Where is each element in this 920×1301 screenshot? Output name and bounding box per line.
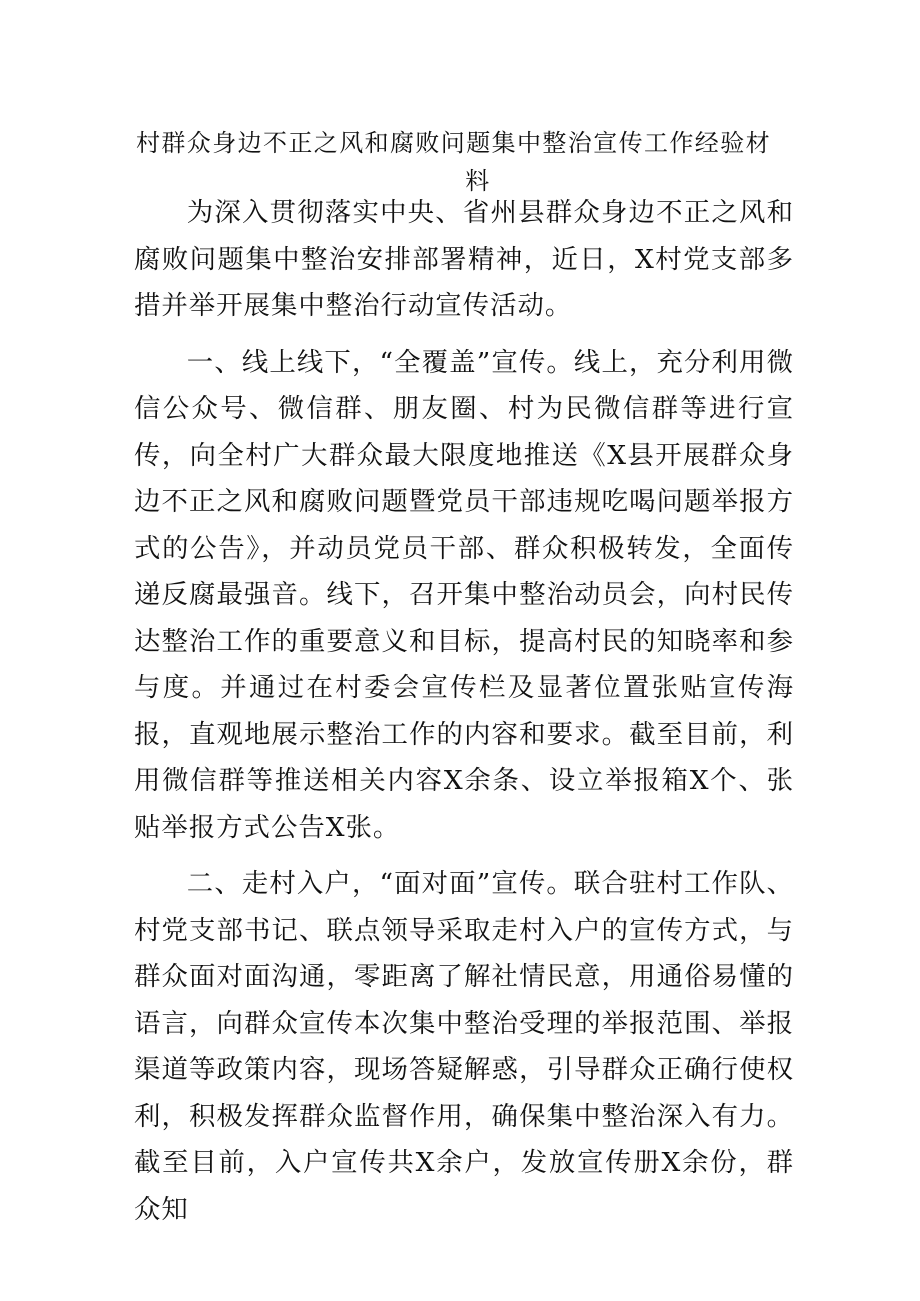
- document-body: [134, 190, 794, 1233]
- title-line-1: 村群众身边不正之风和腐败问题集中整治宣传工作经验材: [136, 129, 771, 157]
- document-title: [136, 124, 796, 200]
- paragraph-section-2: 二、走村入户，“面对面”宣传。联合驻村工作队、村党支部书记、联点领导采取走村入户的宣传方式，与群众面对面沟通，零距离了解社情民意，用通俗易懂的语言，向群众宣传本次集中整治受理的举报范围、举报渠道等政策内容，现场答疑解惑，引导群众正确行使权利，积极发挥群众监督作用，确保集中整治深入有力。截至目前，入户宣传共X余户，发放宣传册X余份，群众知: [134, 868, 794, 1225]
- paragraph-intro: 为深入贯彻落实中央、省州县群众身边不正之风和腐败问题集中整治安排部署精神，近日，X村党支部多措并举开展集中整治行动宣传活动。: [134, 197, 794, 321]
- title-line-2: 料: [465, 167, 491, 195]
- paragraph-section-1: 一、线上线下，“全覆盖”宣传。线上，充分利用微信公众号、微信群、朋友圈、村为民微信群等进行宣传，向全村广大群众最大限度地推送《X县开展群众身边不正之风和腐败问题暨党员干部违规吃喝问题举报方式的公告》，并动员党员干部、群众积极转发，全面传递反腐最强音。线下，召开集中整治动员会，向村民传达整治工作的重要意义和目标，提高村民的知晓率和参与度。并通过在村委会宣传栏及显著位置张贴宣传海报，直观地展示整治工作的内容和要求。截至目前，利用微信群等推送相关内容X余条、设立举报箱X个、张贴举报方式公告X张。: [134, 346, 794, 843]
